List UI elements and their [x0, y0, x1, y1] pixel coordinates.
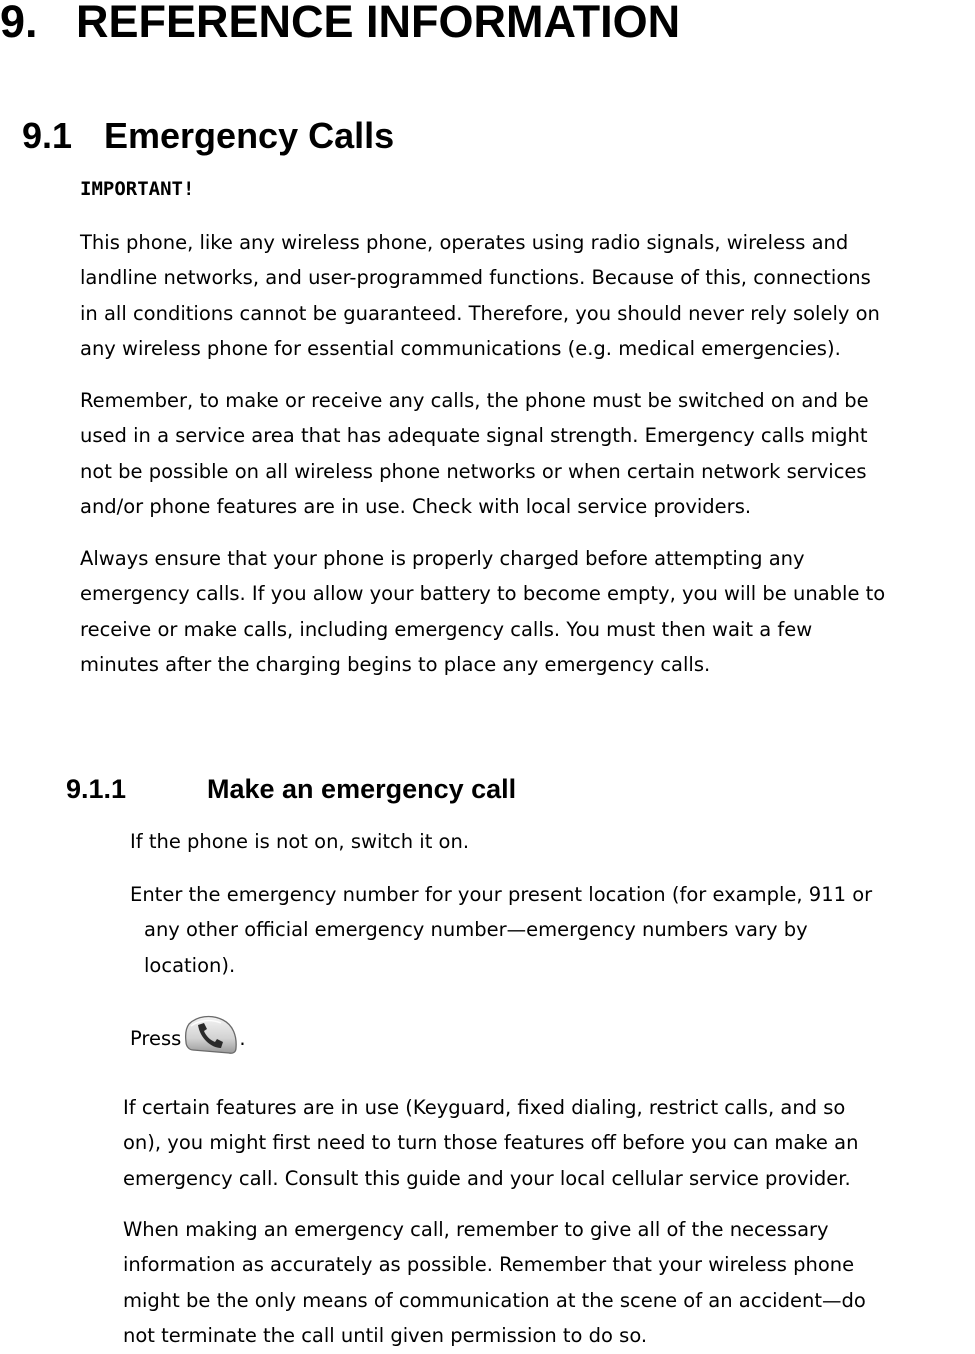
- paragraph-service-area: [80, 383, 869, 525]
- text-line: emergency call. Consult this guide and your local cellular service provider.: [123, 1166, 851, 1190]
- text-line: information as accurately as possible. Remember that your wireless phone: [123, 1253, 855, 1277]
- important-label: IMPORTANT!: [80, 178, 195, 200]
- text-line: not be possible on all wireless phone networks or when certain network services: [80, 459, 867, 483]
- text-line: This phone, like any wireless phone, operates using radio signals, wireless and: [80, 231, 849, 254]
- subsection-number: 9.1.1: [66, 774, 127, 804]
- text-line: any wireless phone for essential communications (e.g. medical emergencies).: [80, 337, 841, 361]
- text-line: emergency calls. If you allow your battery to become empty, you will be unable to: [80, 582, 886, 606]
- text-line: landline networks, and user-programmed functions. Because of this, connections: [80, 266, 871, 290]
- paragraph-battery: [80, 541, 885, 683]
- text-line: in all conditions cannot be guaranteed. Therefore, you should never rely solely on: [80, 301, 880, 325]
- step-switch-on: If the phone is not on, switch it on.: [130, 830, 470, 853]
- section-number: 9.1: [22, 115, 73, 156]
- chapter-title: REFERENCE INFORMATION: [76, 0, 681, 47]
- step-enter-number: [130, 877, 872, 983]
- note-features-in-use: [123, 1090, 858, 1196]
- note-give-information: [123, 1212, 866, 1354]
- text-line: on), you might first need to turn those features off before you can make an: [123, 1131, 859, 1155]
- text-line: minutes after the charging begins to place any emergency calls.: [80, 653, 711, 677]
- press-period: .: [239, 1027, 246, 1050]
- text-line: Enter the emergency number for your present location (for example, 911 or: [130, 883, 873, 906]
- text-line: Always ensure that your phone is properly charged before attempting any: [80, 547, 805, 570]
- step-press-call: [130, 1010, 246, 1056]
- text-line: location).: [144, 953, 236, 977]
- text-line: receive or make calls, including emergency calls. You must then wait a few: [80, 617, 813, 641]
- call-key-icon: [183, 1010, 239, 1056]
- text-line: any other official emergency number—emergency numbers vary by: [144, 918, 808, 942]
- text-line: used in a service area that has adequate signal strength. Emergency calls might: [80, 424, 868, 448]
- subsection-title: Make an emergency call: [207, 774, 517, 804]
- text-line: If certain features are in use (Keyguard, fixed dialing, restrict calls, and so: [123, 1096, 846, 1119]
- text-line: and/or phone features are in use. Check with local service providers.: [80, 495, 752, 519]
- text-line: Remember, to make or receive any calls, the phone must be switched on and be: [80, 389, 869, 412]
- text-line: might be the only means of communication at the scene of an accident—do: [123, 1288, 866, 1312]
- press-label: Press: [130, 1027, 182, 1050]
- text-line: not terminate the call until given permission to do so.: [123, 1324, 648, 1348]
- section-title: Emergency Calls: [104, 115, 395, 156]
- section-heading: [22, 116, 394, 156]
- text-line: When making an emergency call, remember to give all of the necessary: [123, 1218, 829, 1241]
- chapter-heading: [0, 0, 680, 46]
- paragraph-radio-signals: [80, 225, 880, 367]
- chapter-number: 9.: [0, 0, 38, 47]
- subsection-heading: [66, 773, 516, 805]
